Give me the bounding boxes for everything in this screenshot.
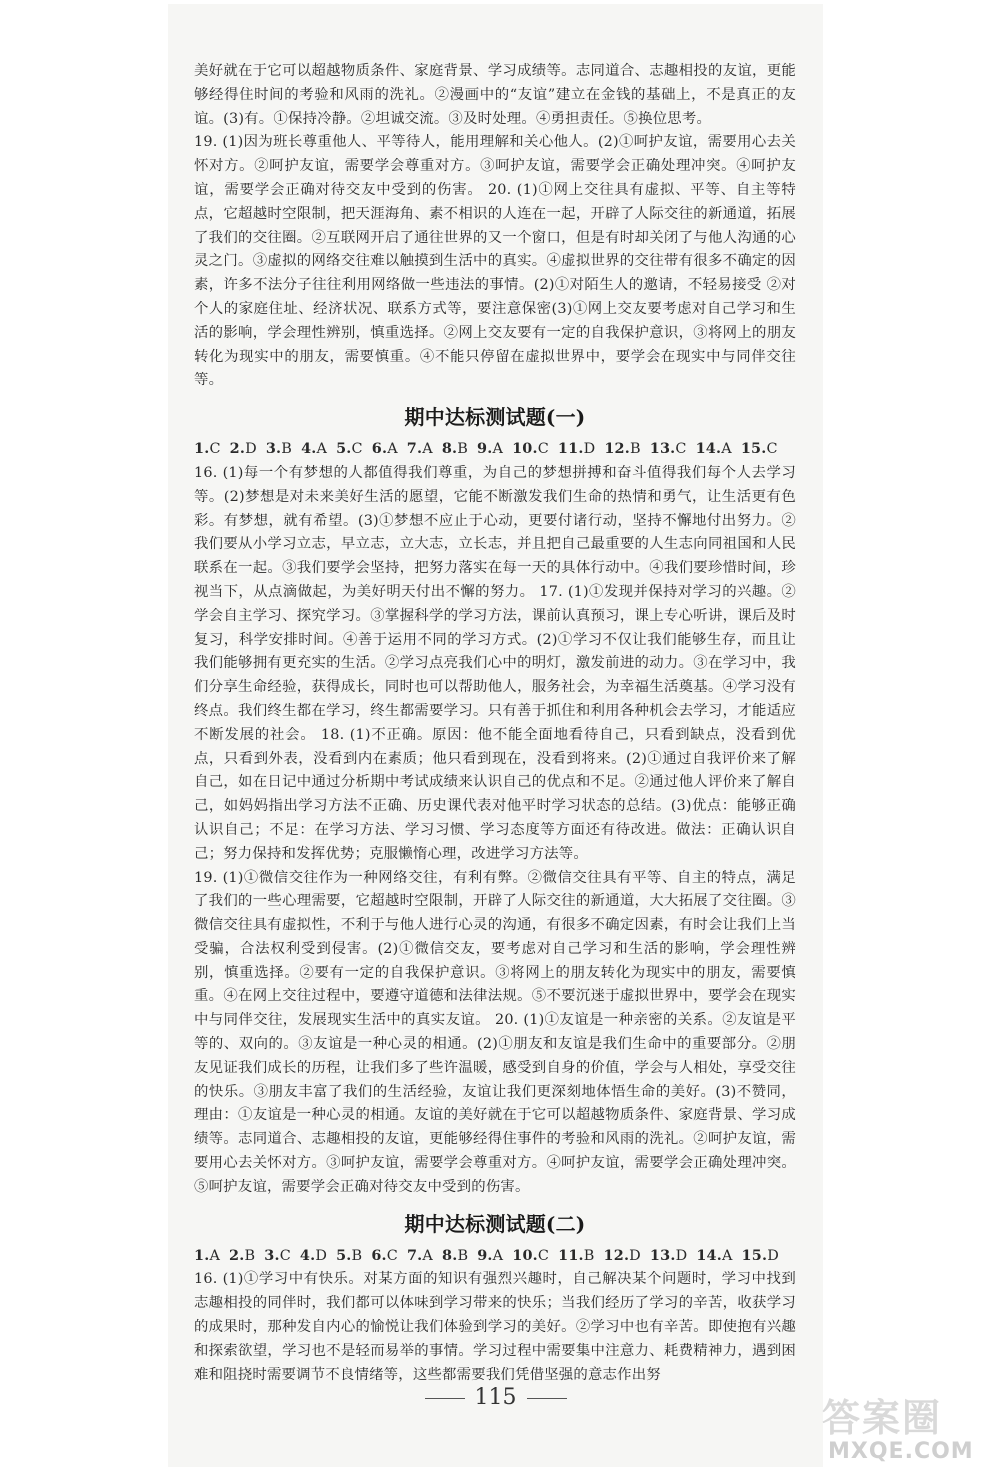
choice-answer bbox=[558, 1244, 594, 1269]
choice-answer bbox=[741, 437, 778, 462]
page-number bbox=[168, 1385, 823, 1410]
question-number: 8. bbox=[441, 440, 458, 458]
question-number: 11. bbox=[558, 1246, 584, 1264]
answer-letter: A bbox=[721, 441, 732, 458]
choice-answer bbox=[301, 437, 327, 462]
answer-letter: D bbox=[315, 1247, 328, 1264]
question-number: 7. bbox=[406, 1246, 423, 1264]
question-number: 13. bbox=[649, 1246, 676, 1264]
answer-letter: C bbox=[279, 1247, 291, 1264]
answer-paragraph: 19. (1)因为班长尊重他人、平等待人，能用理解和关心他人。(2)①呵护友谊，需要用心去关怀对方。②呵护友谊，需要学会尊重对方。③呵护友谊，需要学会正确处理冲突。④呵护友谊，需要学会正确对待交友中受到的伤害。 20. (1)①网上交往具有虚拟、平等、自主等特点，它超越时空限制，把天涯海角、素不相识的人连在一起，开辟了人际交往的新通道，拓展了我们的交往圈。②互联网开启了通往世界的又一个窗口，但是有时却关闭了与他人沟通的心灵之门。③虚拟的网络交往难以触摸到生活中的真实。④虚拟世界的交往带有很多不确定的因素，许多不法分子往往利用网络做一些违法的事情。(2)①对陌生人的邀请，不轻易接受 ②对个人的家庭住址、经济状况、联系方式等，要注意保密(3)①网上交友要考虑对自己学习和生活的影响，学会理性辨别，慎重选择。②网上交友要有一定的自我保护意识，③将网上的朋友转化为现实中的朋友，需要慎重。④不能只停留在虚拟世界中，要学会在现实中与同伴交往等。 bbox=[194, 134, 796, 389]
choice-answer bbox=[650, 1244, 687, 1269]
question-number: 1. bbox=[194, 440, 210, 458]
question-number: 15. bbox=[741, 1246, 768, 1264]
choice-answers bbox=[194, 437, 796, 462]
answer-letter: B bbox=[457, 441, 469, 458]
choice-answer bbox=[477, 437, 503, 462]
choice-answer bbox=[300, 1244, 327, 1269]
choice-answer bbox=[696, 1244, 732, 1269]
answer-letter: A bbox=[422, 441, 433, 458]
answer-letter: B bbox=[583, 1247, 595, 1264]
answer-letter: A bbox=[492, 1247, 504, 1264]
question-number: 9. bbox=[477, 440, 493, 458]
question-number: 14. bbox=[695, 440, 722, 458]
choice-answer bbox=[650, 437, 687, 462]
answer-letter: B bbox=[244, 1247, 256, 1264]
answer-letter: A bbox=[422, 1247, 433, 1264]
choice-answer bbox=[604, 1244, 641, 1269]
answer-letter: D bbox=[245, 441, 257, 458]
answer-letter: A bbox=[209, 1247, 221, 1264]
answer-letter: A bbox=[721, 1247, 733, 1264]
answer-paragraph: 美好就在于它可以超越物质条件、家庭背景、学习成绩等。志同道合、志趣相投的友谊，更能够经得住时间的考验和风雨的洗礼。②漫画中的“友谊”建立在金钱的基础上，不是真正的友谊。(3)有。①保持冷静。②坦诚交流。③及时处理。④勇担责任。⑤换位思考。 bbox=[194, 63, 796, 127]
page-content bbox=[194, 4, 796, 1387]
answer-letter: C bbox=[537, 1247, 550, 1264]
choice-answer bbox=[372, 437, 398, 462]
question-number: 3. bbox=[265, 440, 282, 458]
choice-answer bbox=[442, 1244, 468, 1269]
watermark-url: MXQE.COM bbox=[828, 1439, 974, 1464]
section-title: 期中达标测试题(一) bbox=[404, 405, 586, 430]
answer-letter: A bbox=[492, 441, 504, 458]
question-number: 10. bbox=[512, 440, 538, 458]
page-number-text: 115 bbox=[474, 1385, 517, 1410]
question-number: 12. bbox=[603, 1246, 630, 1264]
answer-letter: C bbox=[351, 441, 363, 458]
question-number: 5. bbox=[336, 440, 352, 458]
choice-answer bbox=[442, 437, 468, 462]
answer-letter: D bbox=[629, 1247, 641, 1264]
answer-letter: C bbox=[675, 441, 687, 458]
choice-answer bbox=[229, 1244, 255, 1269]
answer-letter: C bbox=[209, 441, 221, 458]
choice-answer bbox=[407, 1244, 433, 1269]
question-number: 7. bbox=[406, 440, 423, 458]
choice-answer bbox=[604, 437, 640, 462]
choice-answer bbox=[194, 437, 221, 462]
answer-letter: C bbox=[386, 1247, 398, 1264]
choice-answer bbox=[336, 437, 363, 462]
answer-letter: A bbox=[387, 441, 398, 458]
choice-answer bbox=[194, 1244, 220, 1269]
question-number: 15. bbox=[740, 440, 767, 458]
page-number-dash bbox=[527, 1398, 567, 1399]
choice-answer bbox=[407, 437, 433, 462]
choice-answer bbox=[512, 1244, 549, 1269]
watermark-logo-text: 答案圈 bbox=[822, 1396, 943, 1440]
page-number-dash bbox=[425, 1398, 465, 1399]
question-number: 10. bbox=[512, 1246, 538, 1264]
answer-paragraph: 19. (1)①微信交往作为一种网络交往，有利有弊。②微信交往具有平等、自主的特点，满足了我们的一些心理需要，它超越时空限制，开辟了人际交往的新通道，大大拓展了交往圈。③微信交往具有虚拟性，不利于与他人进行心灵的沟通，有很多不确定因素，有时会让我们上当受骗，合法权利受到侵害。(2)①微信交友，要考虑对自己学习和生活的影响，学会理性辨别，慎重选择。②要有一定的自我保护意识。③将网上的朋友转化为现实中的朋友，需要慎重。④在网上交往过程中，要遵守道德和法律法规。⑤不要沉迷于虚拟世界中，要学会在现实中与同伴交往，发展现实生活中的真实友谊。 20. (1)①友谊是一种亲密的关系。②友谊是平等的、双向的。③友谊是一种心灵的相通。(2)①朋友和友谊是我们生命中的重要部分。②朋友见证我们成长的历程，让我们多了些许温暖，感受到自身的价值，学会与人相处，享受交往的快乐。③朋友丰富了我们的生活经验，友谊让我们更深刻地体悟生命的美好。(3)不赞同，理由：①友谊是一种心灵的相通。友谊的美好就在于它可以超越物质条件、家庭背景、学习成绩等。志同道合、志趣相投的友谊，更能够经得住事件的考验和风雨的洗礼。②呵护友谊，需要用心去关怀对方。③呵护友谊，需要学会尊重对方。④呵护友谊，需要学会正确处理冲突。⑤呵护友谊，需要学会正确对待交友中受到的伤害。 bbox=[194, 869, 796, 1195]
choice-answer bbox=[230, 437, 257, 462]
question-number: 1. bbox=[194, 1246, 210, 1264]
answer-paragraph: 16. (1)①学习中有快乐。对某方面的知识有强烈兴趣时，自己解决某个问题时，学习中找到志趣相投的同伴时，我们都可以体味到学习带来的快乐；当我们经历了学习的辛苦，收获学习的成果时，那种发自内心的愉悦让我们体验到学习的美好。②学习中也有辛苦。即使抱有兴趣和探索欲望，学习也不是轻而易举的事情。学习过程中需要集中注意力、耗费精神力，遇到困难和阻挠时需要调节不良情绪等，这些都需要我们凭借坚强的意志作出努 bbox=[194, 1271, 796, 1383]
answer-letter: B bbox=[629, 441, 641, 458]
question-number: 6. bbox=[371, 440, 388, 458]
question-number: 3. bbox=[264, 1246, 280, 1264]
question-number: 12. bbox=[604, 440, 630, 458]
choice-answer bbox=[336, 1244, 362, 1269]
answer-paragraph: 16. (1)每一个有梦想的人都值得我们尊重，为自己的梦想拼搏和奋斗值得我们每个人去学习等。(2)梦想是对未来美好生活的愿望，它能不断激发我们生命的热情和勇气，让生活更有色彩。有梦想，就有希望。(3)①梦想不应止于心动，更要付诸行动，坚持不懈地付出努力。②我们要从小学习立志，早立志，立大志，立长志，并且把自己最重要的人生志向同祖国和人民联系在一起。③我们要学会坚持，把努力落实在每一天的具体行动中。④我们要珍惜时间，珍视当下，从点滴做起，为美好明天付出不懈的努力。 17. (1)①发现并保持对学习的兴趣。②学会自主学习、探究学习。③掌握科学的学习方法，课前认真预习，课上专心听讲，课后及时复习，科学安排时间。④善于运用不同的学习方式。(2)①学习不仅让我们能够生存，而且让我们能够拥有更充实的生活。②学习点亮我们心中的明灯，激发前进的动力。③在学习中，我们分享生命经验，获得成长，同时也可以帮助他人，服务社会，为幸福生活奠基。④学习没有终点。我们终生都在学习，终生都需要学习。只有善于抓住和利用各种机会去学习，才能适应不断发展的社会。 18. (1)不正确。原因：他不能全面地看待自己，只看到缺点，没看到优点，只看到外表，没看到内在素质；他只看到现在，没看到将来。(2)①通过自我评价来了解自己，如在日记中通过分析期中考试成绩来认识自己的优点和不足。②通过他人评价来了解自己，如妈妈指出学习方法不正确、历史课代表对他平时学习状态的总结。(3)优点：能够正确认识自己；不足：在学习方法、学习习惯、学习态度等方面还有待改进。做法：正确认识自己；努力保持和发挥优势；克服懒惰心理，改进学习方法等。 bbox=[194, 464, 796, 862]
choice-answer bbox=[371, 1244, 398, 1269]
choice-answer bbox=[512, 437, 549, 462]
choice-answer bbox=[742, 1244, 779, 1269]
answer-letter: D bbox=[675, 1247, 688, 1264]
question-number: 6. bbox=[371, 1246, 387, 1264]
question-number: 2. bbox=[229, 440, 246, 458]
choice-answer bbox=[477, 1244, 503, 1269]
answer-letter: D bbox=[767, 1247, 779, 1264]
book-page bbox=[168, 4, 823, 1467]
question-number: 8. bbox=[442, 1246, 458, 1264]
answer-letter: B bbox=[351, 1247, 363, 1264]
choice-answer bbox=[264, 1244, 291, 1269]
question-number: 13. bbox=[649, 440, 676, 458]
question-number: 9. bbox=[477, 1246, 493, 1264]
choice-answer bbox=[558, 437, 595, 462]
question-number: 5. bbox=[336, 1246, 352, 1264]
question-number: 11. bbox=[557, 440, 584, 458]
question-number: 2. bbox=[229, 1246, 245, 1264]
answer-letter: B bbox=[281, 441, 293, 458]
answer-letter: B bbox=[457, 1247, 469, 1264]
answer-letter: D bbox=[583, 441, 596, 458]
answer-letter: C bbox=[537, 441, 549, 458]
choice-answer bbox=[266, 437, 292, 462]
question-number: 4. bbox=[299, 1246, 316, 1264]
site-watermark bbox=[822, 1396, 997, 1468]
answer-letter: A bbox=[316, 441, 328, 458]
answer-letter: C bbox=[766, 441, 778, 458]
section-title: 期中达标测试题(二) bbox=[404, 1211, 586, 1236]
choice-answer bbox=[696, 437, 732, 462]
question-number: 14. bbox=[696, 1246, 722, 1264]
question-number: 4. bbox=[301, 440, 317, 458]
choice-answers bbox=[194, 1244, 796, 1269]
